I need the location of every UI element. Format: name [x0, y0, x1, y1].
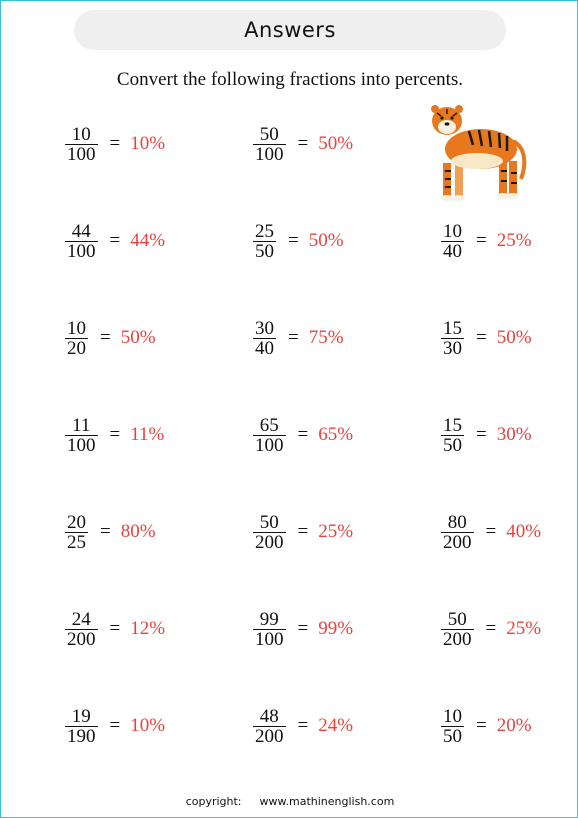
numerator: 44	[71, 220, 91, 242]
answer-percent: 30%	[496, 424, 532, 445]
fraction-problem	[253, 604, 353, 654]
denominator: 50	[443, 725, 462, 747]
equals-sign: =	[100, 521, 111, 542]
numerator: 50	[447, 608, 467, 630]
numerator: 24	[71, 608, 91, 630]
fraction	[65, 707, 98, 746]
equals-sign: =	[297, 715, 309, 736]
answer-percent: 10%	[130, 715, 166, 736]
answer-percent: 24%	[318, 715, 354, 736]
denominator: 190	[67, 725, 96, 747]
fraction-problem	[65, 216, 165, 266]
equals-sign: =	[297, 521, 309, 542]
fraction	[441, 222, 464, 261]
fraction	[441, 513, 474, 552]
denominator: 100	[67, 143, 96, 165]
fraction	[65, 610, 98, 649]
denominator: 40	[443, 240, 462, 262]
fraction-problem	[65, 313, 156, 363]
denominator: 20	[67, 337, 86, 359]
answer-percent: 50%	[496, 327, 532, 348]
fraction	[441, 319, 464, 358]
numerator: 10	[71, 123, 91, 145]
denominator: 200	[255, 531, 284, 553]
equals-sign: =	[476, 230, 487, 251]
answer-percent: 44%	[130, 230, 166, 251]
equals-sign: =	[476, 424, 487, 445]
answer-percent: 25%	[318, 521, 354, 542]
equals-sign: =	[297, 424, 309, 445]
numerator: 19	[71, 705, 91, 727]
denominator: 25	[67, 531, 86, 553]
answer-percent: 25%	[506, 618, 542, 639]
title-banner	[74, 10, 506, 50]
fraction-problem	[253, 119, 353, 169]
denominator: 200	[67, 628, 96, 650]
numerator: 20	[67, 511, 86, 533]
equals-sign: =	[288, 327, 299, 348]
equals-sign: =	[109, 230, 121, 251]
fraction	[441, 416, 464, 455]
numerator: 50	[259, 123, 279, 145]
fraction-problem	[441, 313, 532, 363]
numerator: 15	[443, 317, 462, 339]
fraction	[65, 222, 98, 261]
fraction-problem	[441, 701, 532, 751]
footer	[1, 795, 578, 808]
numerator: 11	[72, 414, 91, 436]
denominator: 30	[443, 337, 462, 359]
fraction-problem	[441, 507, 541, 557]
fraction-problem	[253, 410, 353, 460]
numerator: 25	[255, 220, 274, 242]
numerator: 50	[259, 511, 279, 533]
equals-sign: =	[485, 618, 497, 639]
fraction-problem	[65, 604, 165, 654]
answer-percent: 11%	[130, 424, 165, 445]
answer-percent: 99%	[318, 618, 354, 639]
fraction	[441, 707, 464, 746]
equals-sign: =	[485, 521, 497, 542]
numerator: 48	[259, 705, 279, 727]
fraction	[441, 610, 474, 649]
answer-percent: 80%	[120, 521, 156, 542]
answer-percent: 50%	[318, 133, 354, 154]
fraction	[65, 416, 98, 455]
equals-sign: =	[109, 424, 121, 445]
site-link[interactable]: www.mathinenglish.com	[259, 795, 395, 808]
fraction-problem	[253, 313, 344, 363]
answer-percent: 25%	[496, 230, 532, 251]
numerator: 99	[259, 608, 279, 630]
denominator: 100	[255, 434, 284, 456]
denominator: 50	[443, 434, 462, 456]
equals-sign: =	[109, 133, 121, 154]
fraction-problem	[253, 507, 353, 557]
fraction-problem	[441, 604, 541, 654]
denominator: 200	[255, 725, 284, 747]
answer-percent: 20%	[496, 715, 532, 736]
fraction-problem	[441, 410, 532, 460]
fraction	[65, 513, 88, 552]
equals-sign: =	[288, 230, 299, 251]
denominator: 100	[67, 240, 96, 262]
denominator: 200	[443, 628, 472, 650]
fraction	[253, 222, 276, 261]
answer-percent: 12%	[130, 618, 166, 639]
fraction	[65, 125, 98, 164]
equals-sign: =	[109, 715, 121, 736]
answer-percent: 10%	[130, 133, 166, 154]
fraction	[253, 610, 286, 649]
numerator: 30	[255, 317, 274, 339]
fraction-problem	[253, 701, 353, 751]
tiger-image	[421, 101, 531, 205]
equals-sign: =	[297, 133, 309, 154]
answer-percent: 75%	[308, 327, 344, 348]
instructions-text: Convert the following fractions into percents.	[116, 69, 464, 90]
numerator: 10	[443, 220, 462, 242]
equals-sign: =	[476, 327, 487, 348]
equals-sign: =	[100, 327, 111, 348]
numerator: 80	[447, 511, 467, 533]
denominator: 100	[255, 628, 284, 650]
fraction	[253, 707, 286, 746]
fraction	[253, 319, 276, 358]
equals-sign: =	[109, 618, 121, 639]
answer-percent: 65%	[318, 424, 354, 445]
answer-percent: 50%	[308, 230, 344, 251]
fraction-problem	[65, 701, 165, 751]
equals-sign: =	[297, 618, 309, 639]
answer-percent: 50%	[120, 327, 156, 348]
fraction	[253, 513, 286, 552]
fraction-problem	[441, 216, 532, 266]
fraction-problem	[65, 507, 156, 557]
fraction-problem	[253, 216, 344, 266]
numerator: 65	[259, 414, 279, 436]
denominator: 100	[67, 434, 96, 456]
fraction-problem	[65, 410, 164, 460]
page-title: Answers	[244, 18, 336, 42]
answer-percent: 40%	[506, 521, 542, 542]
denominator: 200	[443, 531, 472, 553]
copyright-label: copyright:	[185, 795, 242, 808]
numerator: 10	[443, 705, 462, 727]
numerator: 15	[443, 414, 462, 436]
equals-sign: =	[476, 715, 487, 736]
numerator: 10	[67, 317, 86, 339]
fraction	[253, 416, 286, 455]
denominator: 100	[255, 143, 284, 165]
denominator: 40	[255, 337, 274, 359]
denominator: 50	[255, 240, 274, 262]
fraction-problem	[65, 119, 165, 169]
fraction	[65, 319, 88, 358]
fraction	[253, 125, 286, 164]
